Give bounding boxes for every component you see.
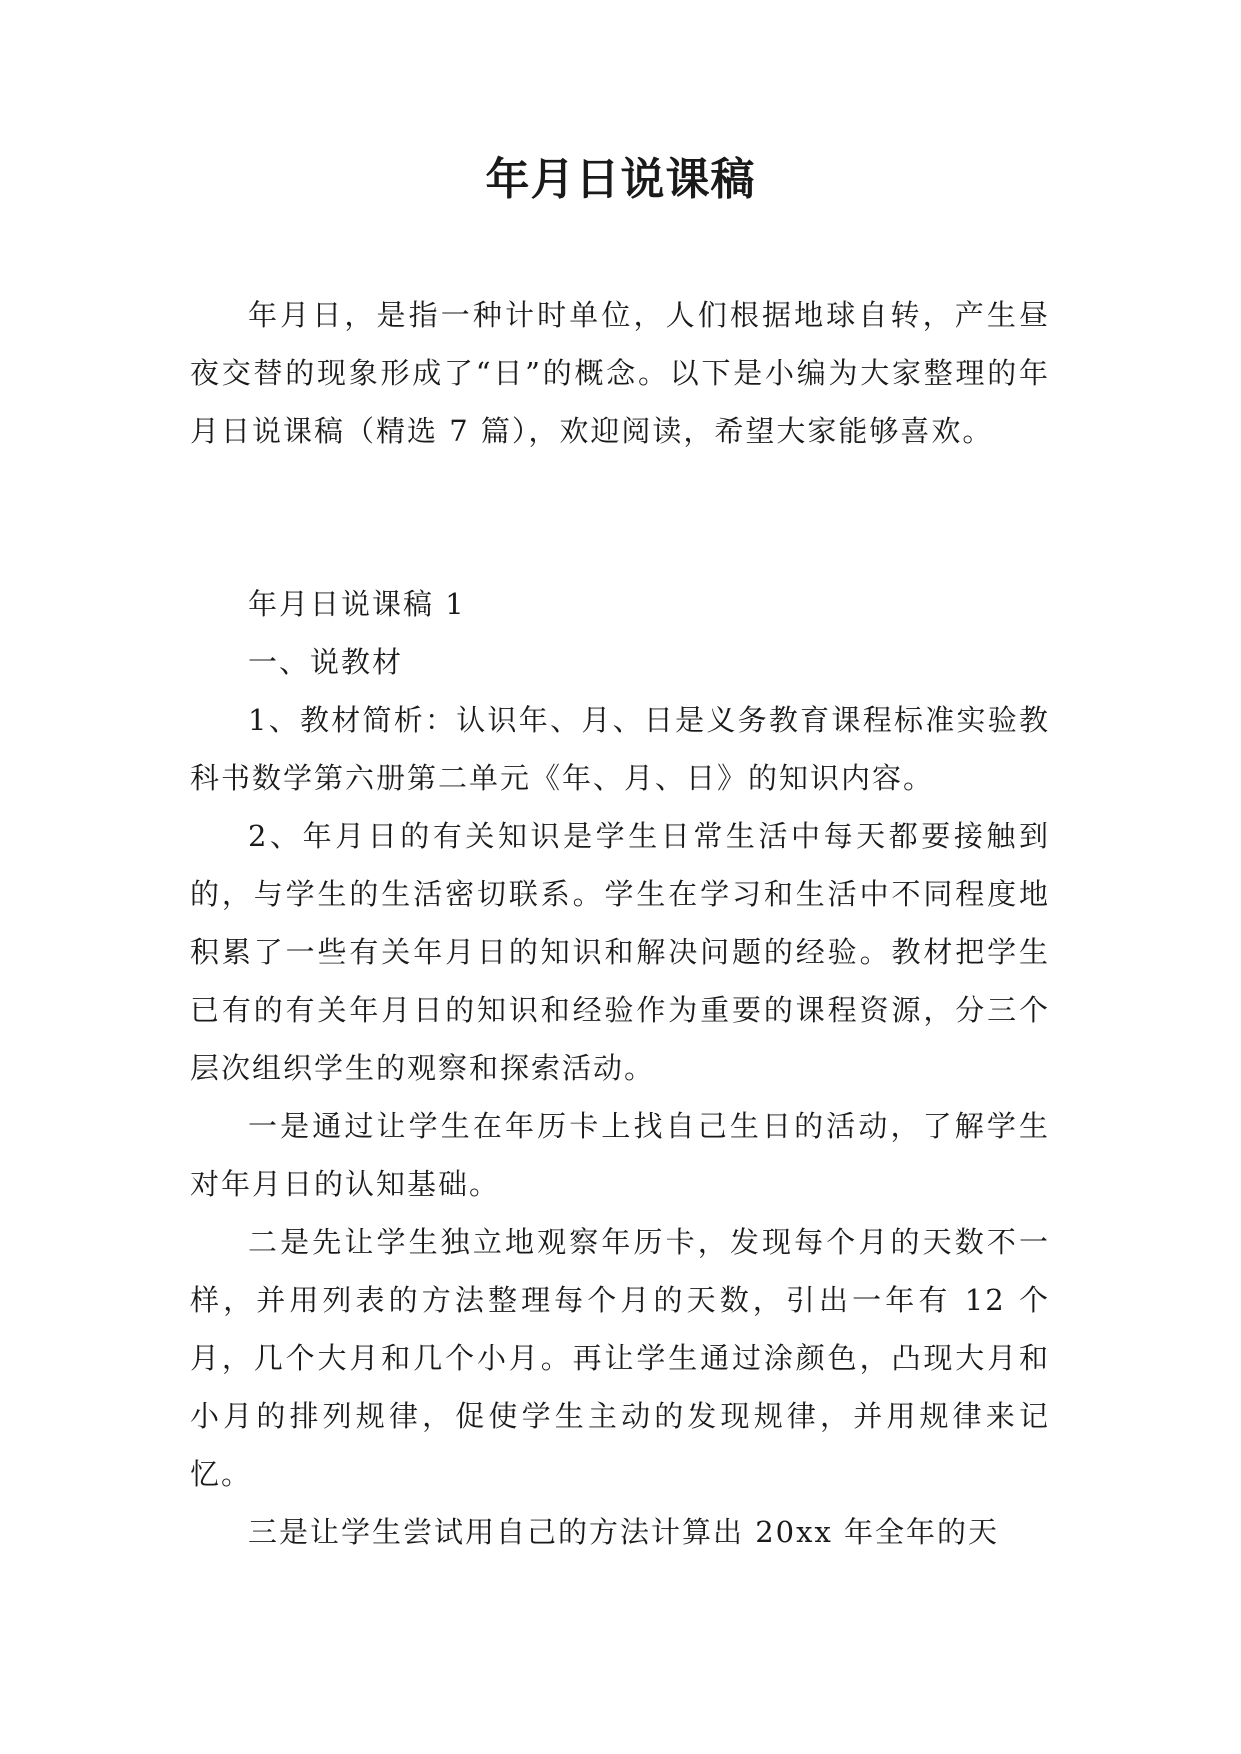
section-heading: 年月日说课稿 1 bbox=[248, 587, 466, 621]
document-title: 年月日说课稿 bbox=[485, 154, 756, 205]
intro-block bbox=[190, 286, 1050, 460]
paragraph-1: 1、教材简析：认识年、月、日是义务教育课程标准实验教科书数学第六册第二单元《年、月、日》的知识内容。 bbox=[190, 703, 1050, 795]
paragraph-3: 一是通过让学生在年历卡上找自己生日的活动，了解学生对年月日的认知基础。 bbox=[190, 1109, 1050, 1201]
intro-paragraph: 年月日，是指一种计时单位，人们根据地球自转，产生昼夜交替的现象形成了“日”的概念。以下是小编为大家整理的年月日说课稿（精选 7 篇），欢迎阅读，希望大家能够喜欢。 bbox=[190, 298, 1050, 448]
paragraph-2: 2、年月日的有关知识是学生日常生活中每天都要接触到的，与学生的生活密切联系。学生在学习和生活中不同程度地积累了一些有关年月日的知识和解决问题的经验。教材把学生已有的有关年月日的知识和经验作为重要的课程资源，分三个层次组织学生的观察和探索活动。 bbox=[190, 819, 1050, 1085]
subheading: 一、说教材 bbox=[248, 645, 404, 679]
paragraph-5: 三是让学生尝试用自己的方法计算出 20xx 年全年的天 bbox=[248, 1515, 1000, 1549]
paragraph-4: 二是先让学生独立地观察年历卡，发现每个月的天数不一样，并用列表的方法整理每个月的天数，引出一年有 12 个月，几个大月和几个小月。再让学生通过涂颜色，凸现大月和小月的排列规律，促使学生主动的发现规律，并用规律来记忆。 bbox=[190, 1225, 1050, 1491]
content-block bbox=[190, 575, 1050, 1561]
